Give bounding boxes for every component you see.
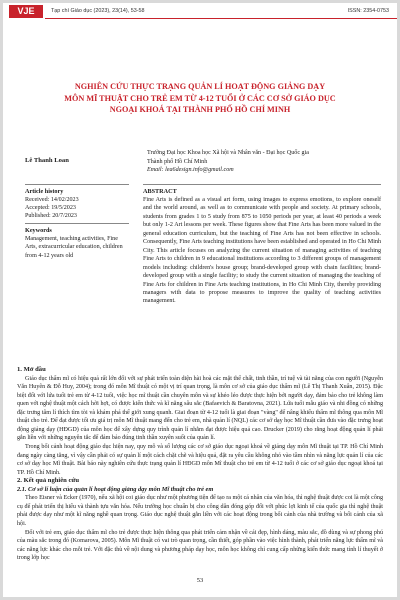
journal-citation: Tạp chí Giáo dục (2023), 23(14), 53-58	[51, 8, 145, 14]
paragraph-3: Theo Eisner và Ecker (1970), nếu xã hội coi giáo dục như một phương tiện để tạo ra một cá nhân của văn hóa, thì nghệ thuật được coi là một công cụ để phát triển thị hiếu và thành tựu văn hóa. Nếu trường học chuẩn bị cho công dân đóng góp đối với phúc lợi kinh tế của quốc gia thì nghệ thuật phải được dạy như một kĩ năng nghề quan trọng. Giáo dục nghệ thuật gắn liền với các hoạt động trong bối cảnh của nhà trường và bối cảnh của xã hội.	[17, 495, 383, 527]
history-rule	[25, 184, 129, 185]
article-info-column	[25, 184, 129, 260]
affiliation-line-1: Trường Đại học Khoa học Xã hội và Nhân văn - Đại học Quốc gia	[147, 150, 309, 156]
article-body	[17, 366, 383, 563]
title-line-3: NGOẠI KHOÁ TẠI THÀNH PHỐ HỒ CHÍ MINH	[109, 105, 291, 114]
journal-page	[3, 3, 397, 597]
title-line-1: NGHIÊN CỨU THỰC TRẠNG QUẢN LÍ HOẠT ĐỘNG GIẢNG DẠY	[74, 82, 326, 91]
paragraph-2: Trong bối cảnh hoạt động giáo dục hiện nay, quy mô và số lượng các cơ sở giáo dục ngoại khoá về giảng dạy môn Mĩ thuật tại TP. Hồ Chí Minh đang ngày càng tăng, vì vậy cần phải có sự quản lí một cách chặt chẽ và hiệu quả, đặt ra yêu cầu không nhỏ vào tầm nhìn và năng lực quản lí của các cơ sở dạy học Mĩ thuật. Bài báo này nghiên cứu thực trạng quản lí HĐGD môn Mĩ thuật cho trẻ em từ 4-12 tuổi ở các cơ sở giáo dục ngoại khoá tại TP. Hồ Chí Minh.	[17, 443, 383, 476]
article-history-heading: Article history	[25, 188, 64, 195]
author-name: Lê Thanh Loan	[25, 157, 69, 164]
section-heading-results: 2. Kết quả nghiên cứu	[17, 477, 80, 485]
received-date: Received: 14/02/2023	[25, 197, 79, 203]
keywords-heading: Keywords	[25, 227, 52, 234]
section-heading-intro: 1. Mở đầu	[17, 366, 46, 373]
issn: ISSN: 2354-0753	[347, 8, 389, 14]
article-title	[23, 81, 377, 116]
subsection-heading-2-1: 2.1. Cơ sở lí luận của quản lí hoạt động giảng dạy môn Mĩ thuật cho trẻ em	[17, 485, 214, 493]
page-header	[3, 3, 397, 19]
title-line-2: MÔN MĨ THUẬT CHO TRẺ EM TỪ 4-12 TUỔI Ở CÁC CƠ SỞ GIÁO DỤC	[64, 93, 336, 103]
abstract-heading: ABSTRACT	[143, 188, 177, 195]
journal-logo: VJE	[9, 5, 43, 18]
paragraph-4: Đối với trẻ em, giáo dục thẩm mĩ cho trẻ được thực hiện thông qua phát triển cảm nhận về cái đẹp, hình dáng, màu sắc, đồ dùng và sự phong phú của màu sắc trong đó (Komarova, 2005). Môn Mĩ thuật có vai trò quan trọng, cần thiết, góp phần vào việc hình thành, phát triển năng lực thẩm mĩ và các năng lực khác cho mỗi trẻ. Với đặc thù về nội dung và phương pháp dạy học, môn học không chỉ cung cấp những kiến thức mang tính lí thuyết ở trong lớp học	[17, 529, 383, 562]
affiliation-line-2: Thành phố Hồ Chí Minh	[147, 158, 208, 165]
abstract-rule	[143, 184, 381, 185]
published-date: Published: 20/7/2023	[25, 213, 77, 219]
page-number: 53	[196, 577, 204, 584]
accepted-date: Accepted: 19/5/2023	[25, 205, 76, 211]
keywords-text: Management, teaching activities, Fine Arts, extracurricular education, children from 4-12 years old	[25, 236, 123, 259]
paragraph-1: Giáo dục thẩm mĩ có hiệu quả rất lớn đối với sự phát triển toàn diện hài hoà các mặt thể chất, tinh thần, trí tuệ và tài năng của con người (Nguyễn Văn Huyên & Đỗ Huy, 2004); trong đó môn Mĩ thuật có một vị trí quan trọng, là môn cơ sở của giáo dục thẩm mĩ (Lê Thị Thanh Xuân, 2015). Đặc biệt đối với lứa tuổi trẻ em từ 4-12 tuổi, việc học mĩ thuật cần chuyên môn và sự khéo léo được thực hiện bởi người dạy, đảm bảo cho trẻ không làm quen với nghệ thuật một cách hời hợt, có được kiến thức và kĩ năng sâu sắc (Bafaevich & Baratovna, 2021). Lứa tuổi mẫu giáo và nhi đồng có những đặc trưng tâm lí thích tìm tòi và khám phá thế giới xung quanh. Giai đoạn từ 4-12 tuổi là giai đoạn "vàng" để nâng khiếu thẩm mĩ thông qua môn Mĩ thuật cho trẻ. Để đạt được tối ưu giá trị môn Mĩ thuật mang đến cho trẻ em, nhà quản lí (NQL) các cơ sở dạy học Mĩ thuật cần đưa vào đặc trưng hoạt động giảng dạy (HĐGD) của môn học để xây dựng quy trình quản lí nhằm đạt được hiệu quả cao. Drucker (2019) cho rằng hoạt động quản lí phải gắn liền với những nguyên tắc để đảm bảo đúng tinh thần xuyên suốt của quản lí.	[17, 375, 383, 442]
header-rule	[45, 18, 397, 19]
keywords-rule	[25, 223, 129, 224]
abstract-block	[143, 184, 381, 306]
abstract-text: Fine Arts is defined as a visual art form, using images to express emotions, to explore oneself and the world around, as well as to communicate with people and society. At primary schools, students from grades 1 to 5 study from 875 to 1050 periods per year, at least 40 periods a week but only 1-2 Art lessons per week. These figures show that Fine Arts has been more valued in the general education curriculum, but the teaching of Fine Arts has not been effective in schools. Consequently, Fine Arts teaching institutions have been established and operated in Ho Chi Minh City. This article focuses on analyzing the current situation of managing activities of teaching Fine Arts to children in 9 educational institutions according to 3 different groups of management models including: children's house group; brand-developed group with chain facilities; brand-developed group with a single facility; to study the current situation of managing the teaching of Fine Arts for children in Fine Arts teaching institutions, in Ho Chi Minh City, thereby providing managers with data to propose measures to improve the quality of teaching activities management.	[143, 197, 381, 305]
author-affiliation	[147, 149, 377, 175]
author-email: Email: lea6design.info@gmail.com	[147, 167, 234, 174]
